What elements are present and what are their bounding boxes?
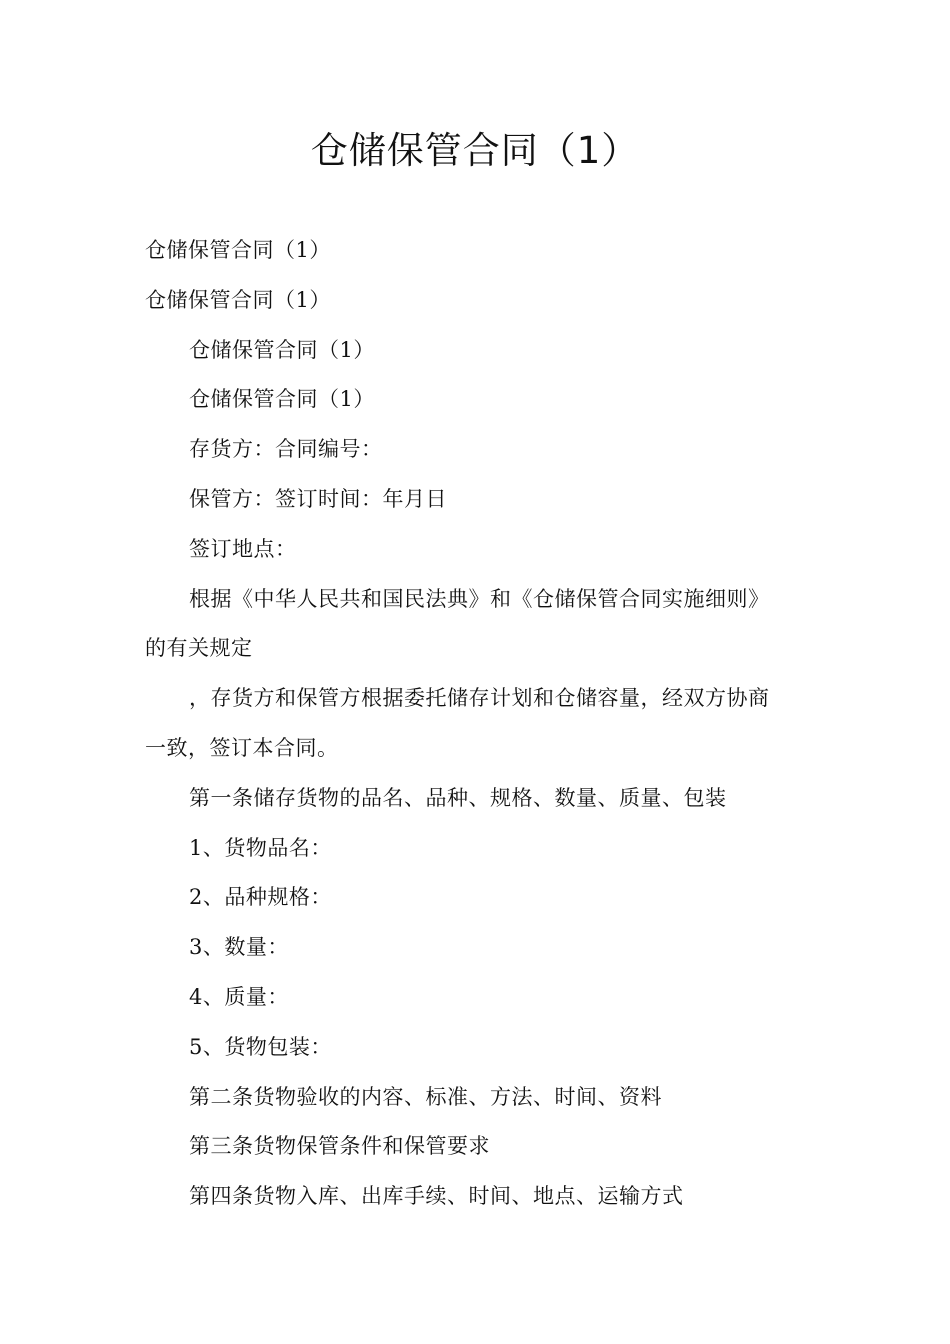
article-heading: 第三条货物保管条件和保管要求 (189, 1134, 490, 1159)
list-item: 2、品种规格： (189, 885, 332, 910)
paragraph-line: 仓储保管合同（1） (189, 387, 375, 412)
list-item: 5、货物包装： (189, 1034, 332, 1059)
list-item: 4、质量： (189, 984, 289, 1009)
article-heading: 第一条储存货物的品名、品种、规格、数量、质量、包装 (189, 785, 727, 810)
depositor-field: 存货方：合同编号： (189, 437, 383, 462)
article-heading: 第二条货物验收的内容、标准、方法、时间、资料 (189, 1084, 662, 1109)
document-title: 仓储保管合同（1） (310, 129, 640, 172)
list-item: 1、货物品名： (189, 835, 332, 860)
list-item: 3、数量： (189, 935, 289, 960)
article-heading: 第四条货物入库、出库手续、时间、地点、运输方式 (189, 1184, 684, 1209)
preamble-line: 一致，签订本合同。 (145, 735, 339, 760)
paragraph-line: 仓储保管合同（1） (189, 337, 375, 362)
preamble-line: 的有关规定 (145, 636, 253, 661)
preamble-line: ，存货方和保管方根据委托储存计划和仓储容量，经双方协商 (189, 686, 770, 711)
preamble-line: 根据《中华人民共和国民法典》和《仓储保管合同实施细则》 (189, 586, 770, 611)
custodian-field: 保管方：签订时间：年月日 (189, 486, 447, 511)
document-body (145, 226, 815, 1222)
signing-place-field: 签订地点： (189, 536, 297, 561)
paragraph-line: 仓储保管合同（1） (145, 238, 331, 262)
paragraph-line: 仓储保管合同（1） (145, 287, 331, 312)
